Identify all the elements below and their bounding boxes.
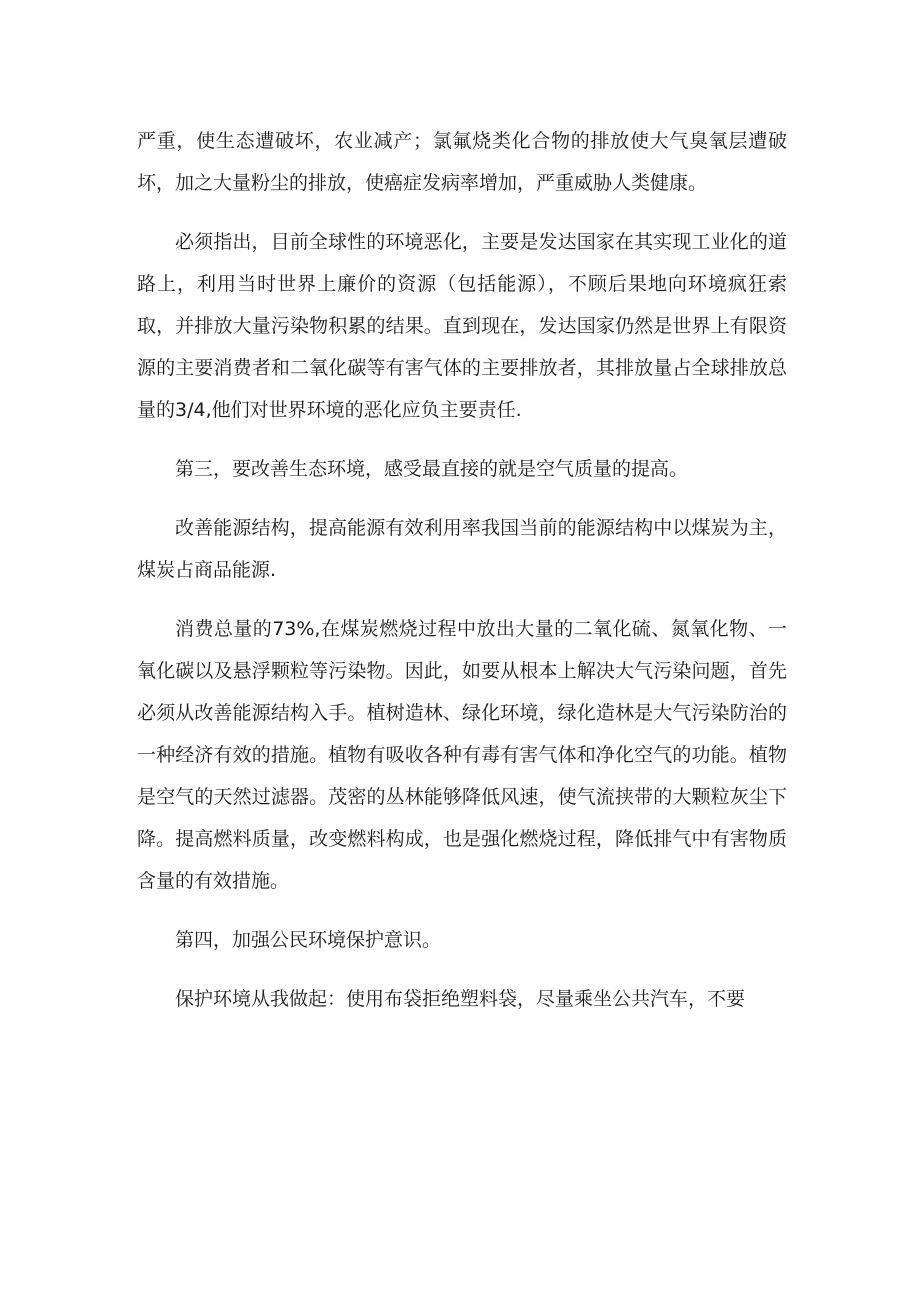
- paragraph-5: 消费总量的73%,在煤炭燃烧过程中放出大量的二氧化硫、氮氧化物、一氧化碳以及悬浮颗粒等污染物。因此，如要从根本上解决大气污染问题，首先必须从改善能源结构入手。植树造林、绿化环境，绿化造林是大气污染防治的一种经济有效的措施。植物有吸收各种有毒有害气体和净化空气的功能。植物是空气的天然过滤器。茂密的丛林能够降低风速，使气流挟带的大颗粒灰尘下降。提高燃料质量，改变燃料构成，也是强化燃烧过程，降低排气中有害物质含量的有效措施。: [137, 618, 787, 892]
- paragraph-4: 改善能源结构，提高能源有效利用率我国当前的能源结构中以煤炭为主，煤炭占商品能源.: [137, 517, 787, 581]
- document-body: [137, 120, 787, 1020]
- paragraph-7: 保护环境从我做起：使用布袋拒绝塑料袋，尽量乘坐公共汽车，不要: [175, 988, 746, 1010]
- paragraph-1: 严重，使生态遭破坏，农业减产；氯氟烧类化合物的排放使大气臭氧层遭破坏，加之大量粉尘的排放，使癌症发病率增加，严重威胁人类健康。: [137, 130, 787, 194]
- paragraph-3: 第三，要改善生态环境，感受最直接的就是空气质量的提高。: [175, 458, 689, 480]
- paragraph-2: 必须指出，目前全球性的环境恶化，主要是发达国家在其实现工业化的道路上，利用当时世界上廉价的资源（包括能源），不顾后果地向环境疯狂索取，并排放大量污染物积累的结果。直到现在，发达国家仍然是世界上有限资源的主要消费者和二氧化碳等有害气体的主要排放者，其排放量占全球排放总量的3/4,他们对世界环境的恶化应负主要责任.: [137, 231, 787, 421]
- paragraph-6: 第四，加强公民环境保护意识。: [175, 929, 442, 951]
